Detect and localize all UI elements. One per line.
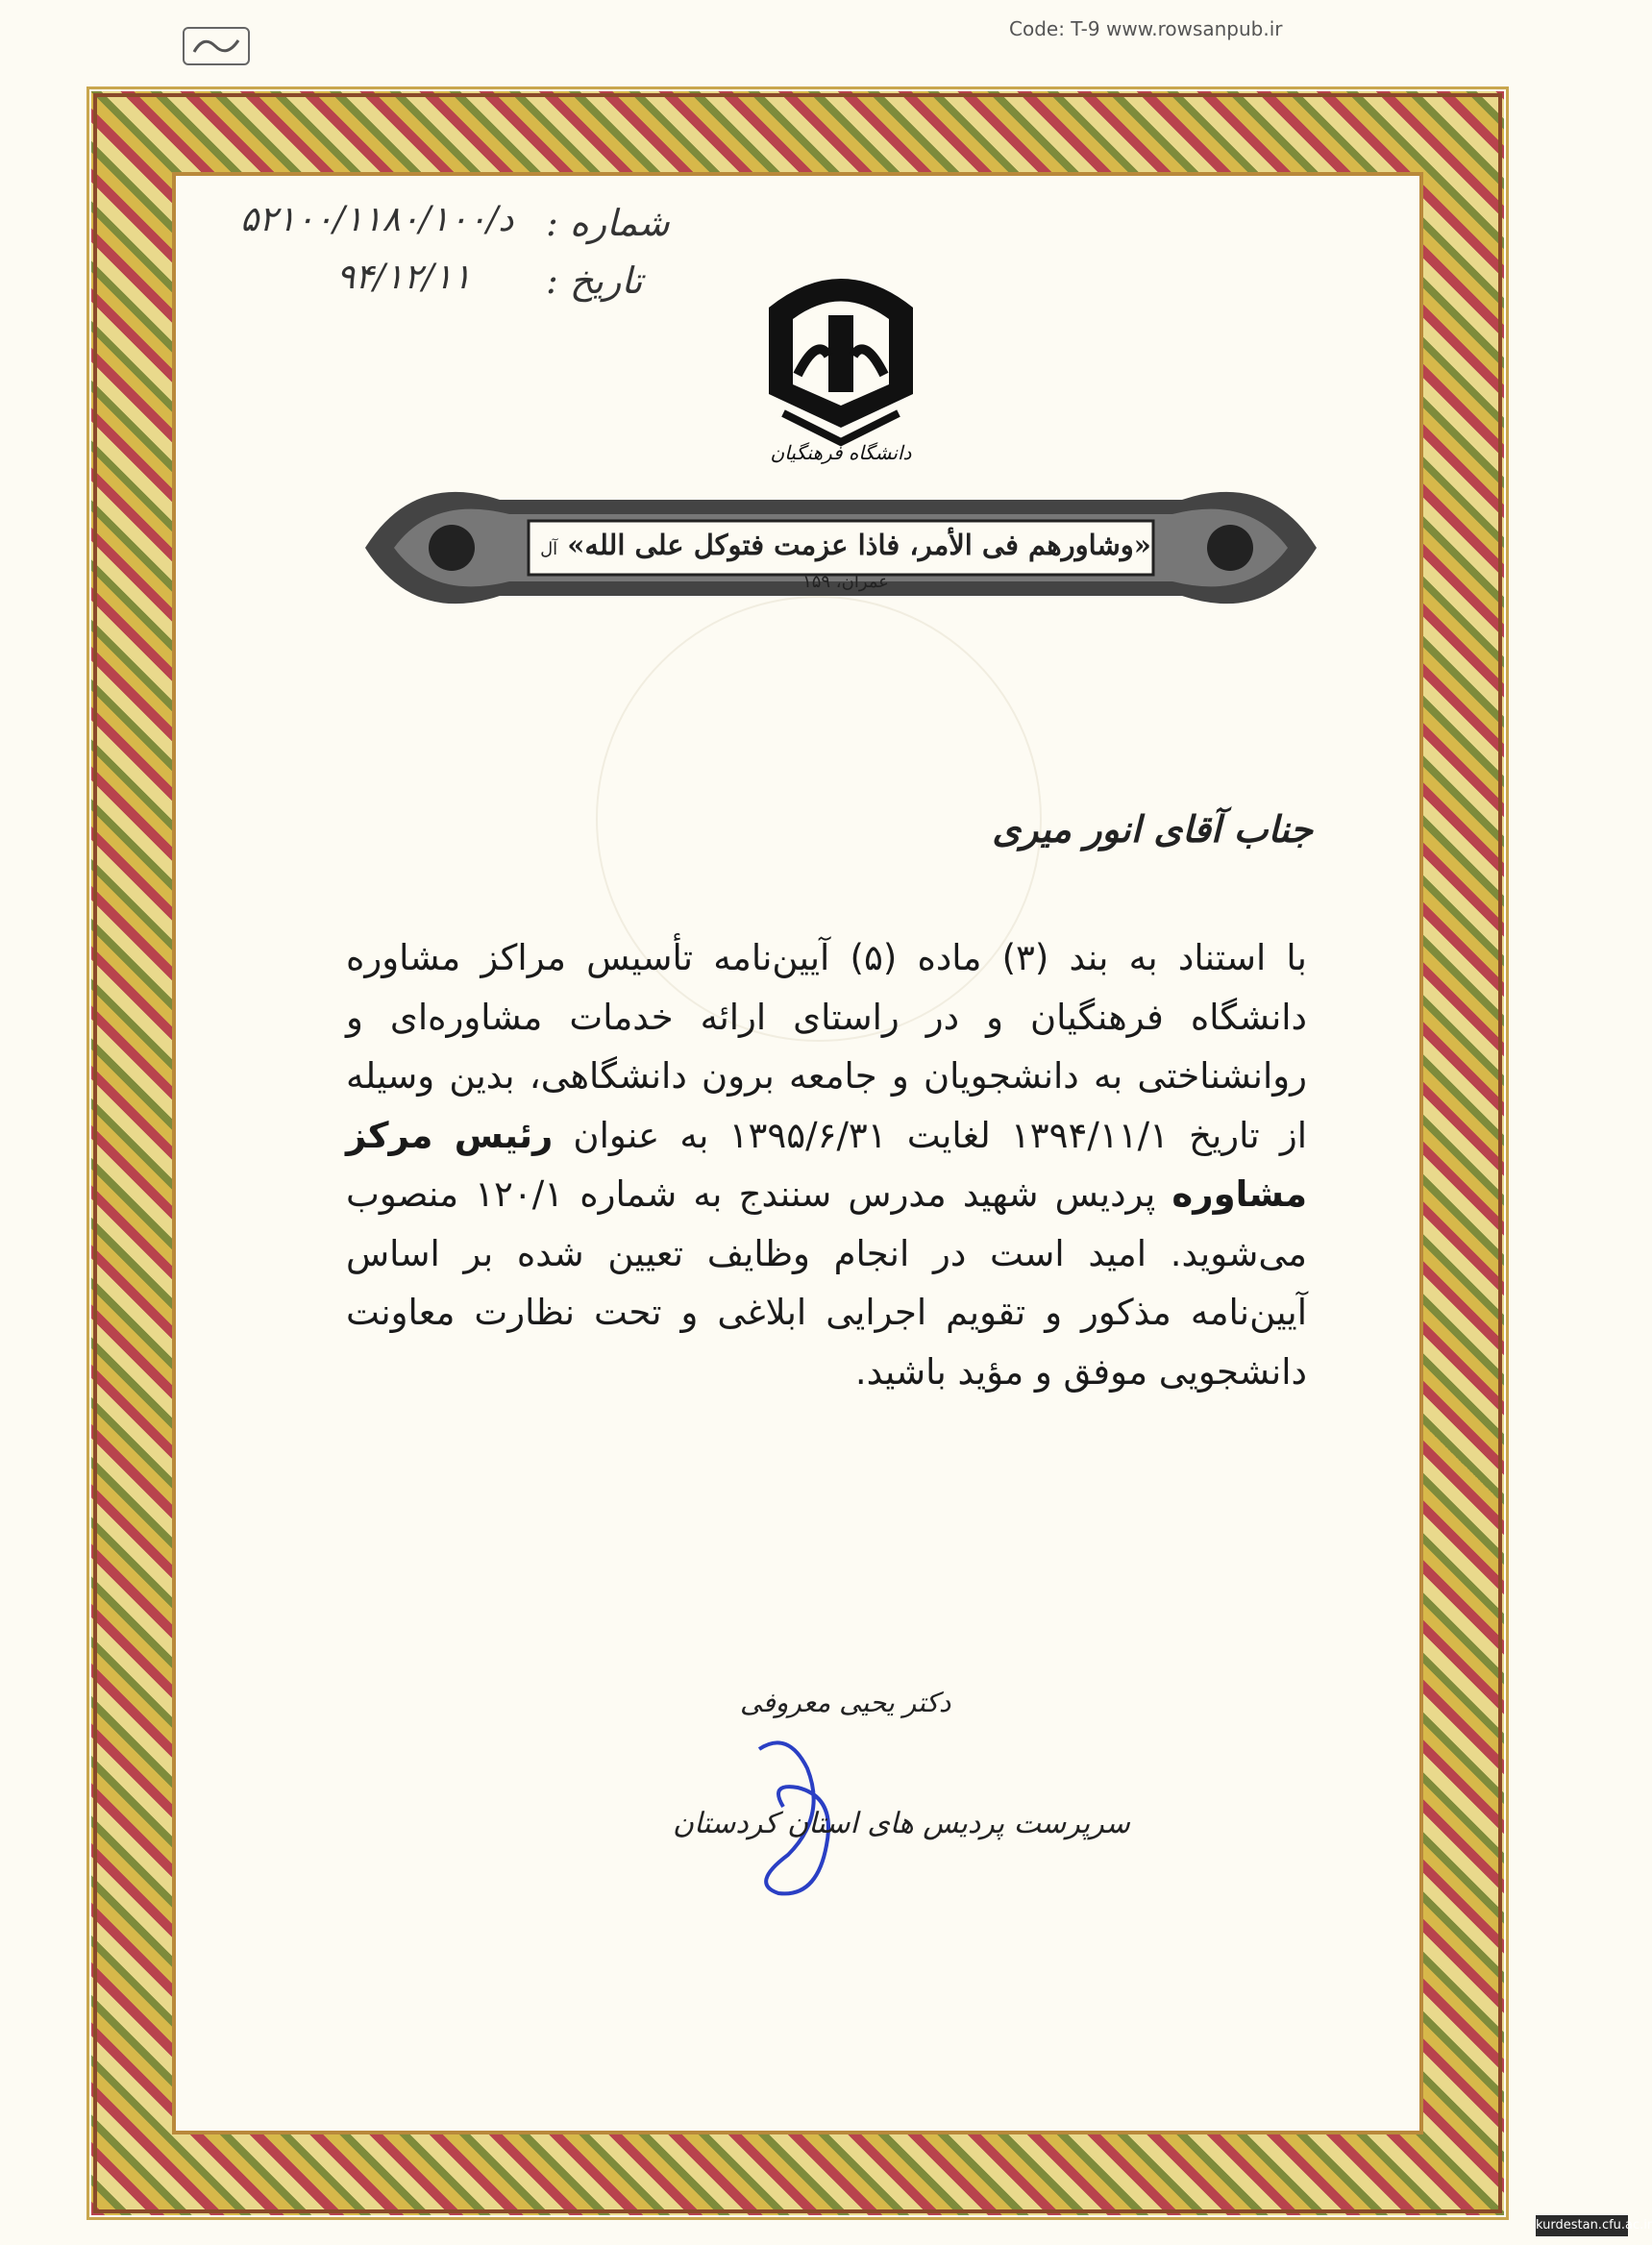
number-value: د/۵۲۱۰۰/۱۱۸۰/۱۰۰ xyxy=(240,200,514,239)
body-part-1: با استناد به بند (۳) ماده (۵) آیین‌نامه تأسیس مراکز مشاوره دانشگاه فرهنگیان و در راستای ارائه خدمات مشاوره‌ای و روانشناختی به دانشجویان و جامعه برون دانشگاهی، بدین وسیله از تاریخ ۱۳۹۴/۱۱/۱ لغایت ۱۳۹۵/۶/۳۱ به عنوان xyxy=(346,937,1307,1156)
verse-quote: «وشاورهم فی الأمر، فاذا عزمت فتوکل علی الله» xyxy=(567,529,1151,561)
letter-body xyxy=(346,928,1307,1401)
signatory-name: دکتر یحیی معروفی xyxy=(740,1687,951,1718)
printer-logo xyxy=(183,27,250,65)
university-logo xyxy=(759,259,923,464)
verse-text xyxy=(538,529,1153,594)
date-value: ۹۴/۱۲/۱۱ xyxy=(336,258,472,297)
printer-code-text: Code: T-9 www.rowsanpub.ir xyxy=(1009,17,1283,40)
logo-caption: دانشگاه فرهنگیان xyxy=(770,441,912,464)
footer-site-tag: kurdestan.cfu.ac.ir xyxy=(1536,2215,1628,2236)
date-label: تاریخ : xyxy=(546,259,643,302)
number-label: شماره : xyxy=(546,202,670,244)
salutation: جناب آقای انور میری xyxy=(992,807,1313,851)
signatory-title: سرپرست پردیس های استان کردستان xyxy=(673,1807,1130,1840)
body-part-2: پردیس شهید مدرس سنندج به شماره ۱۲۰/۱ منصوب می‌شوید. امید است در انجام وظایف تعیین شده بر اساس آیین‌نامه مذکور و تقویم اجرایی ابلاغی و تحت نظارت معاونت دانشجویی موفق و مؤید باشید. xyxy=(346,1173,1307,1393)
body-bold-role: رئیس مرکز مشاوره xyxy=(346,1114,1308,1215)
verse-reference: آل عمران، ۱۵۹ xyxy=(540,539,889,592)
